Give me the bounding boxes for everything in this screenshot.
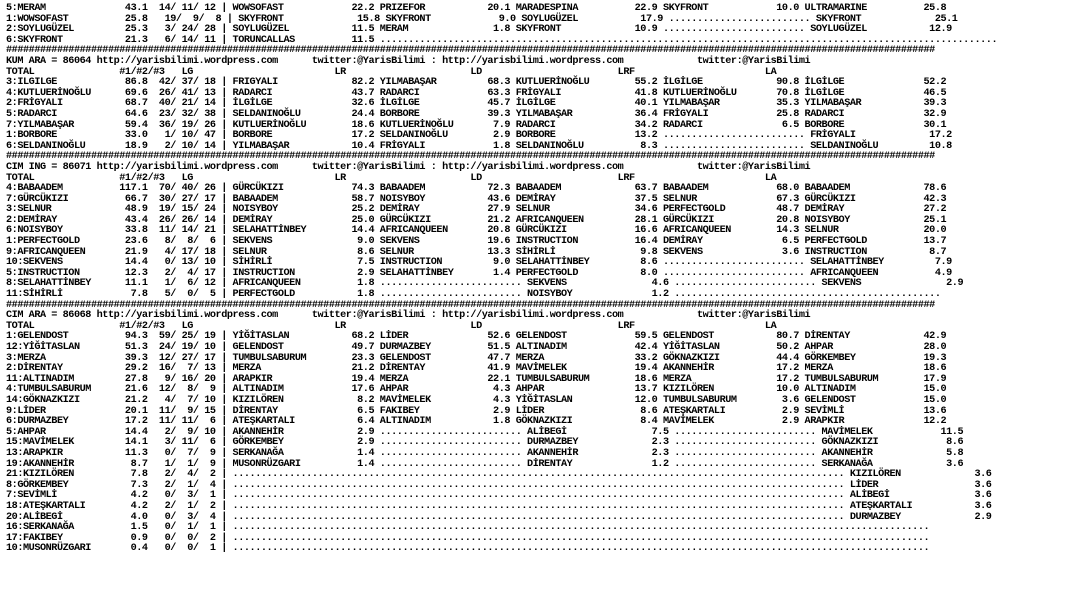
text-line: CIM ING = 86071 http://yarisbilimi.wordpress.com twitter:@YarisBilimi : http://yarisbilimi.wordpress.com twitter:@YarisBilimi xyxy=(6,161,811,173)
text-line: 1:GELENDOST 94.3 59/ 25/ 19 | YİĞİTASLAN 68.2 LİDER 52.6 GELENDOST 59.5 GELENDOST 80.7 DİRENTAY 42.9 xyxy=(6,331,947,343)
text-line: 2:SOYLUGÜZEL 25.3 3/ 24/ 28 | SOYLUGÜZEL 11.5 MERAM 1.8 SKYFRONT 10.9 ......................... SOYLUGÜZEL 12.9 xyxy=(6,24,952,36)
text-line: 10:SEKVENS 14.4 0/ 13/ 10 | SİHİRLİ 7.5 INSTRUCTION 9.0 SELAHATTİNBEY 8.6 ......................... SELAHATTİNBEY 7.9 xyxy=(6,257,952,269)
text-line: 18:ATEŞKARTALI 4.2 2/ 1/ 2 | ............................................................................................................ ATEŞKARTALI 3.6 xyxy=(6,500,992,512)
text-line: 17:FAKIBEY 0.9 0/ 0/ 2 | ........................................................................................................................... xyxy=(6,532,930,544)
text-line: 5:RADARCI 64.6 23/ 32/ 38 | SELDANINOĞLU 24.4 BORBORE 39.3 YILMABAŞAR 36.4 FRİGYALI 25.8 RADARCI 32.9 xyxy=(6,108,947,120)
text-line: TOTAL #1/#2/#3 LG LR LD LRF LA xyxy=(6,172,777,184)
text-line: 9:LİDER 20.1 11/ 9/ 15 | DİRENTAY 6.5 FAKIBEY 2.9 LİDER 8.6 ATEŞKARTALI 2.9 SEVİMLİ 13.6 xyxy=(6,405,947,417)
text-line: 3:MERZA 39.3 12/ 27/ 17 | TUMBULSABURUM 23.3 GELENDOST 47.7 MERZA 33.2 GÖKNAZKIZI 44.4 GÖRKEMBEY 19.3 xyxy=(6,352,947,364)
text-line: 19:AKANNEHİR 8.7 1/ 1/ 9 | MUSONRÜZGARI 1.4 ......................... DİRENTAY 1.2 ......................... SERKANAĞA 3.6 xyxy=(6,458,964,470)
text-line: 6:SKYFRONT 21.3 6/ 14/ 11 | TORUNCALLAS 11.5 ............................................................................................................. xyxy=(6,34,998,46)
text-line: 2:DEMİRAY 43.4 26/ 26/ 14 | DEMİRAY 25.0 GÜRCÜKIZI 21.2 AFRICANQUEEN 28.1 GÜRCÜKIZI 20.8 NOISYBOY 25.1 xyxy=(6,214,947,226)
text-line: 6:SELDANINOĞLU 18.9 2/ 10/ 14 | YILMABAŞAR 10.4 FRİGYALI 1.8 SELDANINOĞLU 8.3 ......................... SELDANINOĞLU 10.8 xyxy=(6,140,952,152)
text-line: 1:PERFECTGOLD 23.6 8/ 8/ 6 | SEKVENS 9.0 SEKVENS 19.6 INSTRUCTION 16.4 DEMİRAY 6.5 PERFECTGOLD 13.7 xyxy=(6,236,947,248)
text-line: 8:SELAHATTİNBEY 11.1 1/ 6/ 12 | AFRICANQUEEN 1.8 ......................... SEKVENS 4.6 ......................... SEKVENS 2.9 xyxy=(6,278,964,290)
text-line: 1:WOWSOFAST 25.8 19/ 9/ 8 | SKYFRONT 15.8 SKYFRONT 9.0 SOYLUGÜZEL 17.9 ......................... SKYFRONT 25.1 xyxy=(6,13,958,25)
text-line: 1:BORBORE 33.0 1/ 10/ 47 | BORBORE 17.2 SELDANINOĞLU 2.9 BORBORE 13.2 ......................... FRİGYALI 17.2 xyxy=(6,130,952,142)
text-line: 3:ILGILGE 86.8 42/ 37/ 18 | FRIGYALI 82.2 YILMABAŞAR 68.3 KUTLUERİNOĞLU 55.2 İLGİLGE 90.8 İLGİLGE 52.2 xyxy=(6,77,947,89)
text-line: TOTAL #1/#2/#3 LG LR LD LRF LA xyxy=(6,66,777,78)
text-line: 4:TUMBULSABURUM 21.6 12/ 8/ 9 | ALTINADIM 17.6 AHPAR 4.3 AHPAR 13.7 KIZILÖREN 10.0 ALTINADIM 15.0 xyxy=(6,384,947,396)
text-line: 12:YİĞİTASLAN 51.3 24/ 19/ 10 | GELENDOST 49.7 DURMAZBEY 51.5 ALTINADIM 42.4 YİĞİTASLAN 50.2 AHPAR 28.0 xyxy=(6,342,947,353)
text-line: 5:AHPAR 14.4 2/ 9/ 10 | AKANNEHİR 2.9 ......................... ALİBEGİ 7.5 ......................... MAVİMELEK 11.5 xyxy=(6,426,964,438)
text-line: 4:KUTLUERİNOĞLU 69.6 26/ 41/ 13 | RADARCI 43.7 RADARCI 63.3 FRİGYALI 41.8 KUTLUERİNOĞLU 70.8 İLGİLGE 46.5 xyxy=(6,87,947,99)
text-line: 7:YILMABAŞAR 59.4 36/ 19/ 26 | KUTLUERİNOĞLU 18.6 KUTLUERİNOĞLU 7.9 RADARCI 34.2 RADARCI 6.5 BORBORE 30.1 xyxy=(6,119,947,131)
text-line: 6:DURMAZBEY 17.2 11/ 11/ 6 | ATEŞKARTALI 6.4 ALTINADIM 1.8 GÖKNAZKIZI 8.4 MAVİMELEK 2.9 ARAPKIR 12.2 xyxy=(6,416,947,428)
text-line: TOTAL #1/#2/#3 LG LR LD LRF LA xyxy=(6,320,777,332)
text-line: 2:FRİGYALI 68.7 40/ 21/ 14 | İLGİLGE 32.6 İLGİLGE 45.7 İLGİLGE 40.1 YILMABAŞAR 35.3 YILMABAŞAR 39.3 xyxy=(6,98,947,110)
text-line: 6:NOISYBOY 33.8 11/ 14/ 21 | SELAHATTİNBEY 14.4 AFRICANQUEEN 20.8 GÜRCÜKIZI 16.6 AFRICANQUEEN 14.3 SELNUR 20.0 xyxy=(6,225,947,237)
text-line: #################################################################################################################################################################### xyxy=(6,45,935,57)
text-line: 15:MAVİMELEK 14.1 3/ 11/ 6 | GÖRKEMBEY 2.9 ......................... DURMAZBEY 2.3 ......................... GÖKNAZKIZI 8.6 xyxy=(6,437,964,449)
text-line: CIM ARA = 86068 http://yarisbilimi.wordpress.com twitter:@YarisBilimi : http://yarisbilimi.wordpress.com twitter:@YarisBilimi xyxy=(6,310,811,322)
text-line: #################################################################################################################################################################### xyxy=(6,151,935,163)
text-line: 3:SELNUR 48.9 19/ 15/ 24 | NOISYBOY 25.2 DEMİRAY 27.9 SELNUR 34.6 PERFECTGOLD 48.7 DEMİRAY 27.2 xyxy=(6,204,947,216)
text-line: 11:SİHİRLİ 7.8 5/ 0/ 5 | PERFECTGOLD 1.8 ......................... NOISYBOY 1.2 ............................................... xyxy=(6,289,941,301)
text-line: 20:ALİBEGİ 4.0 0/ 3/ 4 | ............................................................................................................ DURMAZBEY 2.9 xyxy=(6,511,992,523)
text-line: #################################################################################################################################################################### xyxy=(6,299,935,311)
text-line: 10:MUSONRÜZGARI 0.4 0/ 0/ 1 | ........................................................................................................................... xyxy=(6,543,930,555)
text-line: 2:DİRENTAY 29.2 16/ 7/ 13 | MERZA 21.2 DİRENTAY 41.9 MAVİMELEK 19.4 AKANNEHİR 17.2 MERZA 18.6 xyxy=(6,363,947,375)
text-line: 5:INSTRUCTION 12.3 2/ 4/ 17 | INSTRUCTION 2.9 SELAHATTİNBEY 1.4 PERFECTGOLD 8.0 ......................... AFRICANQUEEN 4.9 xyxy=(6,267,952,279)
text-line: 11:ALTINADIM 27.8 9/ 16/ 20 | ARAPKIR 19.4 MERZA 22.1 TUMBULSABURUM 18.6 MERZA 17.2 TUMBULSABURUM 17.9 xyxy=(6,373,947,385)
text-line: 14:GÖKNAZKIZI 21.2 4/ 7/ 10 | KIZILÖREN 8.2 MAVİMELEK 4.3 YİĞİTASLAN 12.0 TUMBULSABURUM 3.6 GELENDOST 15.0 xyxy=(6,394,947,406)
text-line: 8:GÖRKEMBEY 7.3 2/ 1/ 4 | ............................................................................................................ LİDER 3.6 xyxy=(6,479,992,491)
text-line: KUM ARA = 86064 http://yarisbilimi.wordpress.com twitter:@YarisBilimi : http://yarisbilimi.wordpress.com twitter:@YarisBilimi xyxy=(6,55,811,67)
text-line: 7:SEVİMLİ 4.2 0/ 3/ 1 | ............................................................................................................ ALİBEGİ 3.6 xyxy=(6,490,992,502)
text-line: 5:MERAM 43.1 14/ 11/ 12 | WOWSOFAST 22.2 PRIZEFOR 20.1 MARADESPINA 22.9 SKYFRONT 10.0 ULTRAMARINE 25.8 xyxy=(6,3,947,14)
text-line: 13:ARAPKIR 11.3 0/ 7/ 9 | SERKANAĞA 1.4 ......................... AKANNEHİR 2.3 ......................... AKANNEHİR 5.8 xyxy=(6,447,964,459)
text-line: 21:KIZILÖREN 7.8 2/ 4/ 2 | ............................................................................................................ KIZILÖREN 3.6 xyxy=(6,469,992,481)
text-line: 16:SERKANAĞA 1.5 0/ 1/ 1 | ........................................................................................................................... xyxy=(6,522,930,534)
text-line: 4:BABAADEM 117.1 70/ 40/ 26 | GÜRCÜKIZI 74.3 BABAADEM 72.3 BABAADEM 63.7 BABAADEM 68.0 BABAADEM 78.6 xyxy=(6,183,947,195)
text-line: 9:AFRICANQUEEN 21.9 4/ 17/ 18 | SELNUR 8.6 SELNUR 13.3 SİHİRLİ 9.8 SEKVENS 3.6 INSTRUCTION 8.7 xyxy=(6,246,947,258)
text-line: 7:GÜRCÜKIZI 66.7 30/ 27/ 17 | BABAADEM 58.7 NOISYBOY 43.6 DEMİRAY 37.5 SELNUR 67.3 GÜRCÜKIZI 42.3 xyxy=(6,193,947,205)
